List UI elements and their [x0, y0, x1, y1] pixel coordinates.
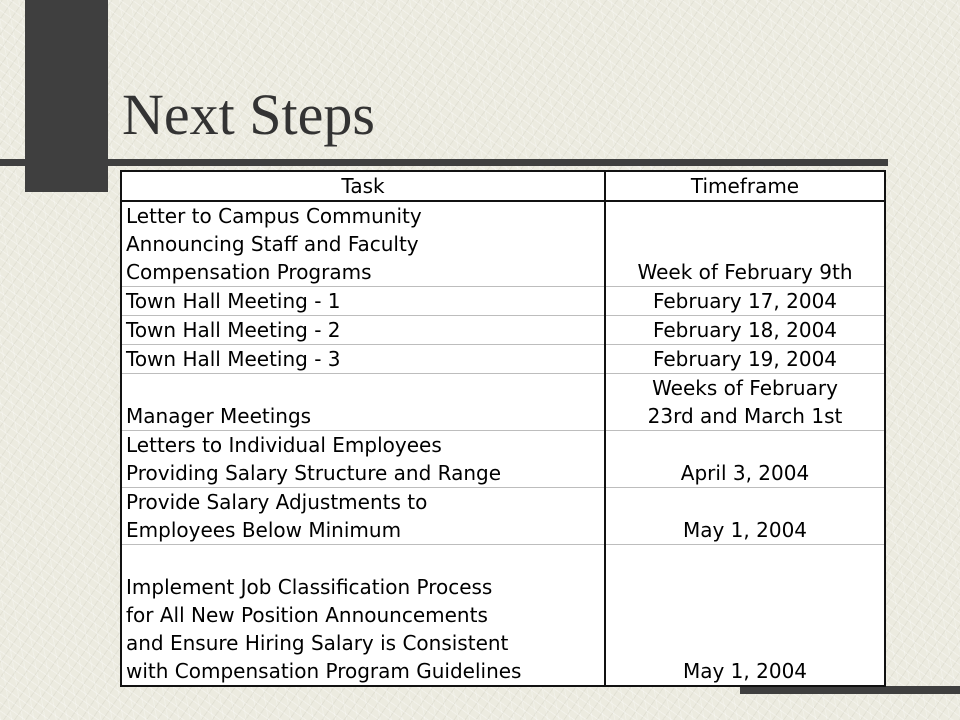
- title-underline-rule: [0, 159, 888, 166]
- task-cell: [121, 545, 605, 687]
- task-text-line: Compensation Programs: [126, 260, 372, 284]
- task-text-line: Letter to Campus Community: [126, 204, 422, 228]
- table-row: [121, 201, 885, 287]
- task-text-line: for All New Position Announcements: [126, 603, 488, 627]
- column-header-timeframe: Timeframe: [605, 171, 885, 201]
- task-cell: [121, 431, 605, 488]
- timeframe-cell: [605, 201, 885, 287]
- timeframe-cell: [605, 488, 885, 545]
- task-cell: [121, 287, 605, 316]
- task-text-line: [126, 545, 600, 573]
- timeframe-text-line: Week of February 9th: [637, 260, 853, 284]
- table-row: [121, 431, 885, 488]
- task-text-line: Provide Salary Adjustments to: [126, 490, 428, 514]
- table-header-row: [121, 171, 885, 201]
- timeframe-cell: [605, 316, 885, 345]
- table-row: [121, 488, 885, 545]
- table-row: [121, 316, 885, 345]
- timeframe-text-line: February 19, 2004: [652, 347, 838, 371]
- task-text-line: Providing Salary Structure and Range: [126, 461, 502, 485]
- timeframe-cell: [605, 287, 885, 316]
- timeframe-text-line: Weeks of February: [652, 376, 838, 400]
- task-cell: [121, 488, 605, 545]
- timeframe-cell: [605, 431, 885, 488]
- timeframe-text-line: May 1, 2004: [682, 518, 808, 542]
- task-text-line: Employees Below Minimum: [126, 518, 402, 542]
- timeframe-cell: [605, 545, 885, 687]
- task-text-line: and Ensure Hiring Salary is Consistent: [126, 631, 509, 655]
- task-text-line: Letters to Individual Employees: [126, 433, 442, 457]
- task-cell: [121, 345, 605, 374]
- timeframe-cell: [605, 345, 885, 374]
- table-row: [121, 345, 885, 374]
- task-cell: [121, 374, 605, 431]
- timeframe-text-line: 23rd and March 1st: [647, 404, 843, 428]
- task-text-line: Town Hall Meeting - 2: [126, 318, 341, 342]
- task-cell: [121, 201, 605, 287]
- table-row: [121, 545, 885, 687]
- table-row: [121, 287, 885, 316]
- task-text-line: with Compensation Program Guidelines: [126, 659, 522, 683]
- task-text-line: Manager Meetings: [126, 404, 312, 428]
- timeframe-text-line: April 3, 2004: [680, 461, 810, 485]
- next-steps-table: [120, 170, 886, 687]
- timeframe-text-line: February 17, 2004: [652, 289, 838, 313]
- task-text-line: Town Hall Meeting - 1: [126, 289, 341, 313]
- page-title: Next Steps: [122, 82, 375, 147]
- task-text-line: Announcing Staff and Faculty: [126, 232, 419, 256]
- task-cell: [121, 316, 605, 345]
- table-body: [121, 201, 885, 686]
- timeframe-text-line: May 1, 2004: [682, 659, 808, 683]
- timeframe-cell: [605, 374, 885, 431]
- column-header-task: Task: [121, 171, 605, 201]
- table-row: [121, 374, 885, 431]
- task-text-line: Implement Job Classification Process: [126, 575, 493, 599]
- bottom-accent-rule: [740, 686, 960, 694]
- timeframe-text-line: February 18, 2004: [652, 318, 838, 342]
- task-text-line: Town Hall Meeting - 3: [126, 347, 341, 371]
